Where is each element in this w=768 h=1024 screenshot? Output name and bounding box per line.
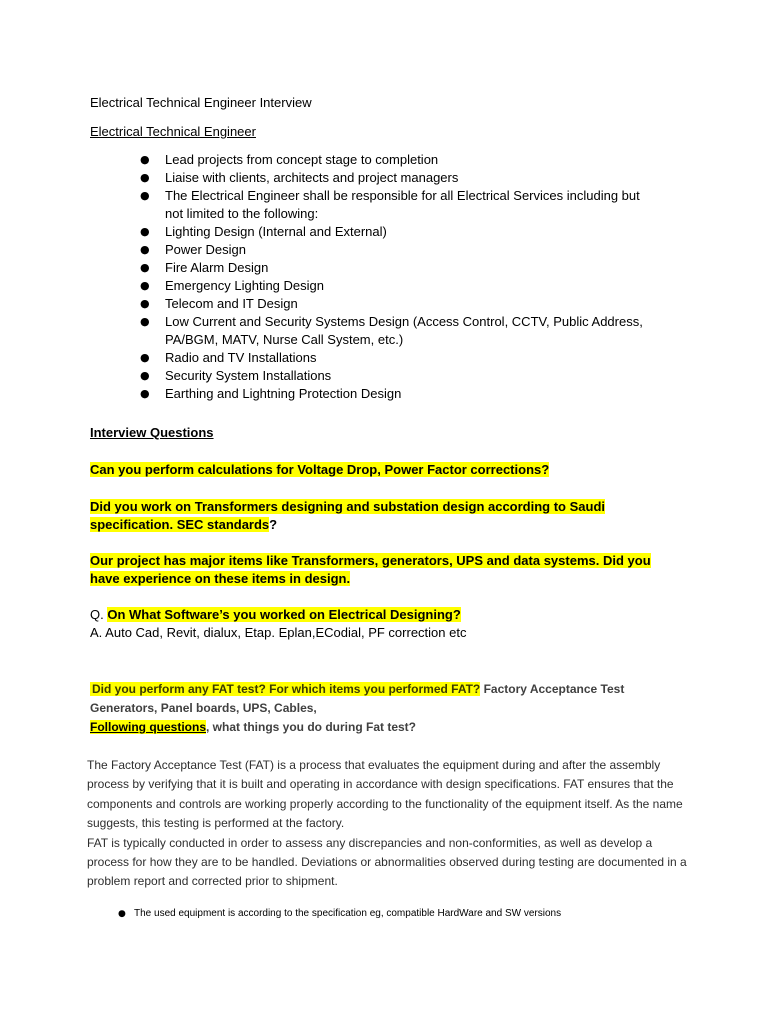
list-item <box>140 367 660 385</box>
list-item <box>140 259 660 277</box>
list-item-text: Power Design <box>165 242 246 257</box>
fat-checks-list <box>118 906 678 922</box>
bullet-icon: ● <box>140 315 150 328</box>
document-title: Electrical Technical Engineer Interview <box>90 95 312 110</box>
question-2-text: Did you work on Transformers designing and substation design according to Saudi specification. SEC standards <box>90 499 606 532</box>
question-3 <box>90 552 670 588</box>
bullet-icon: ● <box>118 909 126 919</box>
list-item <box>140 169 660 187</box>
list-item-text: Liaise with clients, architects and project managers <box>165 170 459 185</box>
question-4 <box>90 606 461 624</box>
fat-question <box>90 680 690 737</box>
fat-paragraph-1: The Factory Acceptance Test (FAT) is a process that evaluates the equipment during and after the assembly process by verifying that it is built and operating in accordance with design specifications. FAT ensures that the components and controls are working properly according to the functionality of the equipment itself. As the name suggests, this testing is performed at the factory. <box>87 758 683 831</box>
list-item <box>118 906 678 922</box>
list-item-text: Lighting Design (Internal and External) <box>165 224 387 239</box>
question-3-text: Our project has major items like Transformers, generators, UPS and data systems. Did you have experience on these items in design. <box>90 553 651 586</box>
question-4-label: Q. <box>90 607 108 622</box>
list-item-text: The used equipment is according to the specification eg, compatible HardWare and SW versions <box>134 908 562 919</box>
interview-questions-heading: Interview Questions <box>90 425 214 440</box>
question-1-text: Can you perform calculations for Voltage Drop, Power Factor corrections? <box>90 462 550 477</box>
bullet-icon: ● <box>140 351 150 364</box>
fat-question-highlight: Did you perform any FAT test? For which items you performed FAT? <box>92 682 481 696</box>
question-2 <box>90 498 670 534</box>
list-item <box>140 385 660 403</box>
bullet-icon: ● <box>140 261 150 274</box>
fat-paragraph-2: FAT is typically conducted in order to assess any discrepancies and non-conformities, as well as develop a process for how they are to be handled. Deviations or abnormalities observed during testing are documented in a problem report and corrected prior to shipment. <box>87 835 687 889</box>
question-2-tail: ? <box>269 517 278 532</box>
list-item <box>140 313 660 349</box>
list-item <box>140 151 660 169</box>
list-item-text: Lead projects from concept stage to completion <box>165 152 439 167</box>
list-item-text: Earthing and Lightning Protection Design <box>165 386 402 401</box>
list-item-text: Low Current and Security Systems Design (Access Control, CCTV, Public Address, PA/BGM, MATV, Nurse Call System, etc.) <box>165 314 643 347</box>
bullet-icon: ● <box>140 369 150 382</box>
fat-description <box>87 756 687 892</box>
following-questions-tail: , what things you do during Fat test? <box>206 720 416 734</box>
bullet-icon: ● <box>140 297 150 310</box>
following-questions-link: Following questions <box>90 720 206 734</box>
list-item <box>140 187 660 223</box>
bullet-icon: ● <box>140 225 150 238</box>
bullet-icon: ● <box>140 153 150 166</box>
list-item-text: Emergency Lighting Design <box>165 278 324 293</box>
list-item-text: The Electrical Engineer shall be responsible for all Electrical Services including but not limited to the following: <box>165 188 640 221</box>
list-item <box>140 349 660 367</box>
section-title: Electrical Technical Engineer <box>90 124 256 139</box>
list-item-text: Radio and TV Installations <box>165 350 317 365</box>
bullet-icon: ● <box>140 171 150 184</box>
list-item <box>140 223 660 241</box>
question-1 <box>90 461 549 479</box>
fat-question-tail: Factory Acceptance Test Generators, Panel boards, UPS, Cables, <box>90 682 625 715</box>
list-item <box>140 277 660 295</box>
list-item <box>140 295 660 313</box>
list-item-text: Fire Alarm Design <box>165 260 269 275</box>
question-4-text: On What Software’s you worked on Electrical Designing? <box>107 607 461 622</box>
list-item-text: Security System Installations <box>165 368 332 383</box>
bullet-icon: ● <box>140 243 150 256</box>
bullet-icon: ● <box>140 387 150 400</box>
list-item-text: Telecom and IT Design <box>165 296 298 311</box>
answer-4: A. Auto Cad, Revit, dialux, Etap. Eplan,ECodial, PF correction etc <box>90 625 467 640</box>
bullet-icon: ● <box>140 279 150 292</box>
list-item <box>140 241 660 259</box>
bullet-icon: ● <box>140 189 150 202</box>
duties-list <box>140 151 660 403</box>
